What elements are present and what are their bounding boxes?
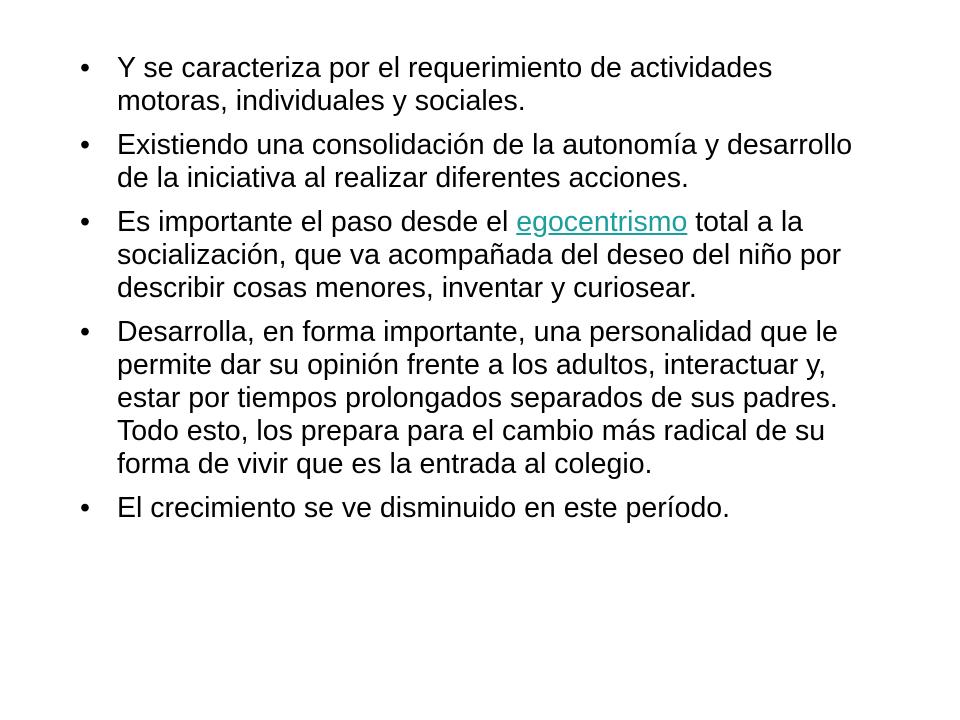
egocentrismo-link[interactable]: egocentrismo [516, 206, 688, 238]
bullet-dot-icon: • [80, 52, 90, 84]
bullet-text-after-link: total a la socialización, que va acompañada del deseo del niño por describir cosas menores, inventar y curiosear. [117, 206, 842, 304]
bullet-text: Existiendo una consolidación de la autonomía y desarrollo de la iniciativa al realizar diferentes acciones. [117, 129, 853, 194]
bullet-item-4 [80, 316, 880, 481]
bullet-dot-icon: • [80, 206, 90, 238]
bullet-item-3 [80, 206, 880, 305]
bullet-item-1 [80, 52, 880, 118]
bullet-dot-icon: • [80, 492, 90, 524]
bullet-text: Y se caracteriza por el requerimiento de actividades motoras, individuales y sociales. [117, 52, 773, 117]
bullet-dot-icon: • [80, 129, 90, 161]
bullet-item-5 [80, 492, 880, 525]
bullet-item-2 [80, 129, 880, 195]
bullet-text: El crecimiento se ve disminuido en este período. [117, 492, 731, 524]
bullet-text: Desarrolla, en forma importante, una personalidad que le permite dar su opinión frente a los adultos, interactuar y, estar por tiempos prolongados separados de sus padres. Todo esto, los prepara para el cambio más radical de su forma de vivir que es la entrada al colegio. [117, 316, 838, 480]
bullet-list [80, 52, 880, 536]
bullet-dot-icon: • [80, 316, 90, 348]
bullet-text-before-link: Es importante el paso desde el [117, 206, 517, 238]
